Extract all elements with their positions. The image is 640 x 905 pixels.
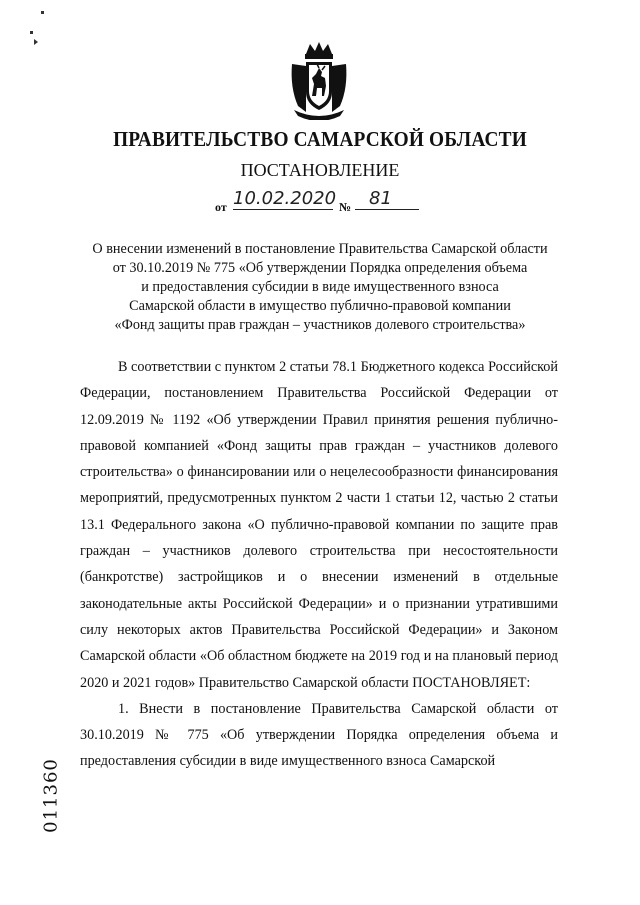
body-paragraph-preamble: В соответствии с пунктом 2 статьи 78.1 Бюджетного кодекса Российской Федерации, постановлением Правительства Российской Федерации от 12.09.2019 № 1192 «Об утверждении Правил принятия решения публично-правовой компанией «Фонд защиты прав граждан – участников долевого строительства» о финансировании или о нецелесообразности финансирования мероприятий, предусмотренных пунктом 2 части 1 статьи 12, частью 2 статьи 13.1 Федерального закона «О публично-правовой компании по защите прав граждан – участников долевого строительства при несостоятельности (банкротстве) застройщиков и о внесении изменений в отдельные законодательные акты Российской Федерации» и о признании утратившими силу некоторых актов Правительства Российской Федерации» и Законом Самарской области «Об областном бюджете на 2019 год и на плановый период 2020 и 2021 годов» Правительство Самарской области ПОСТАНОВЛЯЕТ: bbox=[80, 359, 558, 691]
heading-line: от 30.10.2019 № 775 «Об утверждении Порядка определения объема bbox=[112, 260, 528, 276]
number-value: 81 bbox=[355, 188, 419, 210]
date-number-line bbox=[215, 188, 425, 218]
side-serial-number bbox=[36, 755, 66, 845]
date-value: 10.02.2020 bbox=[233, 188, 337, 209]
heading-line: О внесении изменений в постановление Правительства Самарской области bbox=[92, 241, 548, 257]
heading-line: и предоставления субсидии в виде имущественного взноса bbox=[141, 279, 499, 295]
date-label: от bbox=[215, 200, 227, 214]
coat-of-arms-emblem-icon bbox=[286, 40, 352, 120]
document-heading bbox=[60, 240, 580, 335]
number-label: № bbox=[339, 200, 352, 214]
document-body bbox=[80, 354, 558, 775]
scan-marks bbox=[25, 5, 55, 65]
heading-line: «Фонд защиты прав граждан – участников долевого строительства» bbox=[114, 317, 526, 333]
document-type: ПОСТАНОВЛЕНИЕ bbox=[240, 160, 400, 180]
heading-line: Самарской области в имущество публично-правовой компании bbox=[129, 298, 511, 314]
body-paragraph-item-1: 1. Внести в постановление Правительства Самарской области от 30.10.2019 № 775 «Об утверждении Порядка определения объема и предоставления субсидии в виде имущественного взноса Самарской bbox=[80, 700, 558, 770]
government-title: ПРАВИТЕЛЬСТВО САМАРСКОЙ ОБЛАСТИ bbox=[113, 127, 527, 151]
serial-number-text: 011360 bbox=[40, 758, 62, 833]
